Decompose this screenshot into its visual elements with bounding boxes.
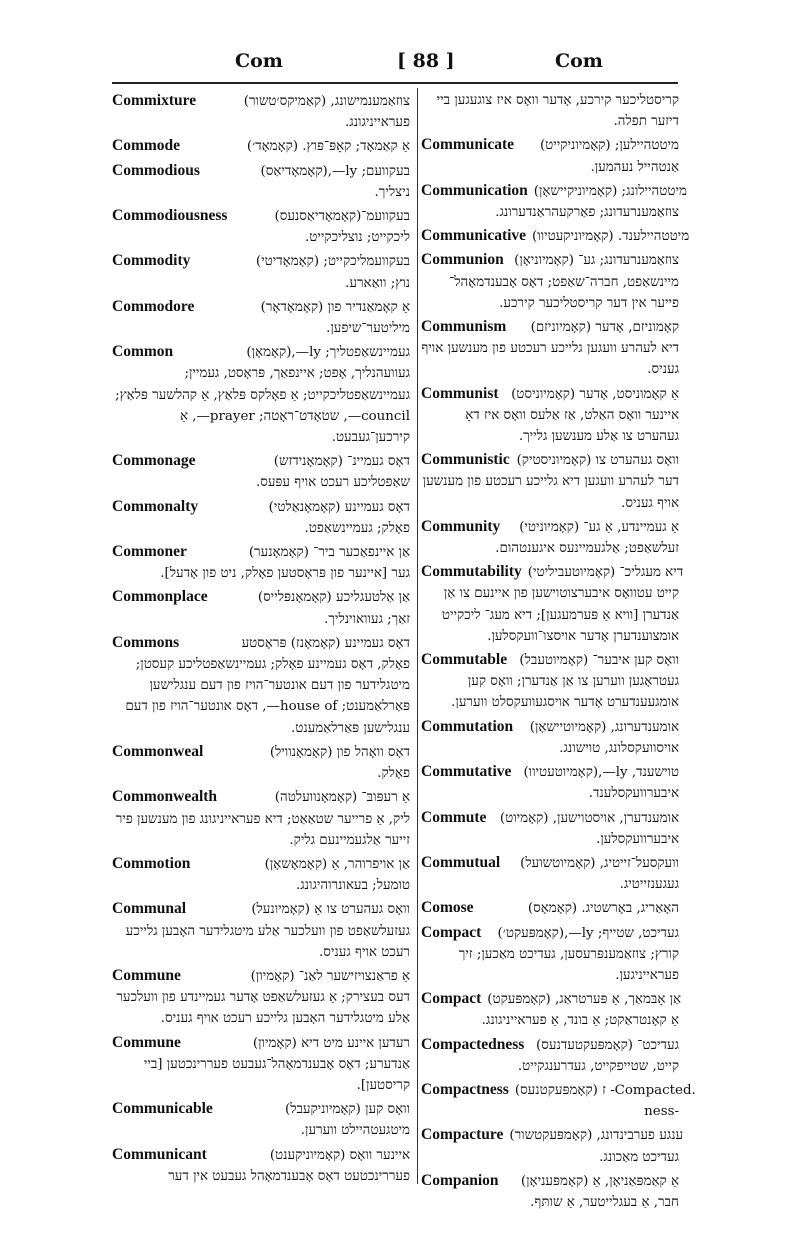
entry-definition: נוץ; וואַארע. — [345, 275, 410, 291]
entry-definition: פעררינכטעט דאָס אָבענדמאָהל געבעט אין דער — [168, 1168, 410, 1184]
entry-headword: Compactedness — [421, 1035, 525, 1053]
dictionary-entry — [421, 449, 679, 514]
dictionary-entry — [421, 807, 679, 850]
entry-headword: Compactness — [421, 1080, 509, 1098]
entry-first-line — [112, 786, 410, 808]
entry-pronunciation-definition: אַן אויפרוהר, אַ (קאָמאָשאָן) — [264, 856, 410, 872]
entry-pronunciation-definition: געדיכט, שטייף; ly—,(קאָמפּעקט׳) — [497, 925, 679, 941]
entry-first-line — [112, 90, 410, 112]
entry-first-line — [421, 897, 679, 919]
entry-first-line — [421, 225, 690, 247]
entry-headword: Compact — [421, 990, 482, 1008]
entry-headword: Communicant — [112, 1145, 207, 1163]
entry-pronunciation-definition: האָאַריג, באָרשטיג. (קאָמאָס) — [527, 901, 679, 917]
entry-headword: Commutual — [421, 853, 501, 871]
page-header — [115, 50, 675, 76]
dictionary-entry — [421, 852, 679, 895]
entry-definition: אַנטהייל נעהמען. — [590, 159, 679, 175]
entry-headword: Commodiousness — [112, 207, 228, 225]
entry-first-line — [421, 988, 682, 1010]
entry-definition: פאָלק, דאָס געמיינע פאָלק; געמיינשאַפטליכע קעסטן; מיטגלידער פון דעם אונטער־הויז פון דעם ענגלישען פּאַרלאַמענט; house of—, דאָס אונטער־הויז פון דעם ענגלישען פּאַרלאַמענט. — [125, 657, 410, 736]
dictionary-entry — [112, 205, 410, 248]
entry-definition: חבר, אַ בעגלייטער, אַ שותּף. — [530, 1194, 679, 1210]
entry-headword: Commutative — [421, 763, 512, 781]
entry-headword: Communion — [421, 251, 504, 269]
dictionary-entry — [421, 897, 679, 919]
entry-definition: ליק, אַ פרייער שטאַאַט; דיא פעראייניגונג פון מענשען פיר זייער אַלגעמיינעם גליק. — [115, 811, 410, 848]
dictionary-entry — [112, 898, 410, 963]
entry-first-line — [421, 134, 679, 156]
entry-definition: אויסוועקסלונג, טוישונג. — [559, 740, 679, 756]
dictionary-entry — [112, 853, 410, 896]
entry-pronunciation-definition: אַן אַלטעגליכע (קאָמאָנפּלייס) — [257, 590, 410, 606]
entry-first-line — [112, 541, 410, 563]
entry-definition: אַ קאָנטראַקט; אַ בונד, אַ פעראייניגונג. — [481, 1013, 679, 1029]
dictionary-entry — [112, 1144, 410, 1187]
entry-headword: Commoner — [112, 543, 187, 561]
entry-definition: מיליטער־שיפען. — [326, 321, 410, 337]
entry-definition: שאַפטליכע רעכט אויף עפּעס. — [255, 475, 410, 491]
dictionary-entry — [112, 250, 410, 293]
entry-headword: Commonweal — [112, 742, 204, 760]
entry-definition: קייט עטוואָס איבערצוטוישען פון איינעם צו אַן אַנדערן [וויא אַ פּערמעגען]; דיא מעג־ ליכקייט אומצוענדערן אָדער אויסצו־וועקסלען. — [441, 586, 679, 644]
entry-definition: קייט, שטייפקייט, געדרענגקייט. — [517, 1058, 679, 1074]
entry-pronunciation-definition: אַ געמיינדע, אַ גע־ (קאָמיוניטי) — [519, 519, 679, 535]
entry-definition: צוזאַמענרעדונג; פאַרקעהראַנדערונג. — [495, 205, 679, 221]
entry-definition: איבערוועקסלען. — [596, 831, 679, 847]
entry-pronunciation-definition: געמיינשאַפטליך; ly—,(קאָמאָן) — [246, 345, 410, 361]
entry-headword: Commonplace — [112, 588, 208, 606]
entry-first-line — [421, 180, 687, 202]
entry-headword: Commonage — [112, 452, 196, 470]
entry-first-line — [421, 922, 679, 944]
entry-definition: ניצליך. — [374, 184, 410, 200]
entry-headword: Commonalty — [112, 497, 199, 515]
entry-headword: Communicate — [421, 136, 514, 154]
dictionary-entry — [421, 225, 690, 247]
column-divider — [417, 88, 418, 1184]
entry-headword: Commixture — [112, 92, 197, 109]
entry-first-line — [112, 741, 410, 763]
entry-first-line — [112, 1144, 410, 1166]
entry-first-line — [421, 807, 679, 829]
entry-headword: Communicable — [112, 1100, 213, 1118]
entry-pronunciation-definition: אַ קאַמאָד; קאָפּ־פּוץ. (קאָמאָד׳) — [246, 139, 410, 155]
entry-pronunciation-definition: בעקוועמליכקייט; (קאָמאָדיטי) — [255, 254, 410, 270]
entry-first-line — [112, 496, 410, 518]
entry-first-line — [112, 450, 410, 472]
entry-headword: Commodity — [112, 252, 191, 270]
entry-pronunciation-definition: דאָס געמיינע (קאָמאָנאַלטי) — [268, 499, 410, 515]
dictionary-entry — [112, 632, 410, 739]
entry-first-line — [421, 852, 679, 874]
entry-headword: Commutation — [421, 717, 514, 735]
dictionary-entry — [112, 1098, 410, 1141]
entry-pronunciation-definition: מיטטהיילען; (קאָמיוניקייט) — [539, 138, 679, 154]
entry-pronunciation-definition: טוישענד, ly—,(קאָמיוטעטיוו) — [523, 765, 679, 781]
entry-definition: פעראייניגונג. — [345, 115, 410, 131]
entry-pronunciation-definition: וואָס קען (קאָמיוניקעבל) — [284, 1102, 410, 1118]
entry-definition: גער [איינער פון פּראָסטען פאָלק, ניט פון אָדעל]. — [160, 566, 410, 582]
dictionary-entry — [112, 135, 410, 157]
dictionary-entry — [421, 1034, 679, 1077]
entry-pronunciation-definition: וואָס געהערט צו אַ (קאָמיונעל) — [251, 902, 410, 918]
entry-pronunciation-definition: דאָס געמיינע (קאָמאָנז) פּראָסטע — [241, 635, 410, 651]
entry-pronunciation-definition: .Compacted- ז (קאָמפּעקטנעס) — [514, 1082, 696, 1098]
entry-definition: געדיכט מאַכונג. — [599, 1149, 679, 1165]
entry-first-line — [421, 1079, 696, 1101]
entry-pronunciation-definition: דאָס געמיינ־ (קאָמאָנידזש) — [273, 454, 410, 470]
dictionary-entry — [421, 988, 682, 1031]
entry-headword: Commodious — [112, 161, 200, 179]
entry-definition: טומעל; בעאונרוהיגונג. — [295, 878, 410, 894]
entry-first-line — [112, 898, 410, 920]
entry-definition: דער לעהרע וועגען דיא גלייכע רעכטע פון מענשען אויף געניס. — [422, 474, 679, 511]
entry-definition: מיינשאַפט, חברה־שאַפט; דאָס אָבענדמאָהל־ פייער אין דער קריסטליכער קירכע. — [449, 274, 679, 311]
entry-pronunciation-definition: אומענדערונג, (קאָמיוטיישאָן) — [529, 719, 679, 735]
dictionary-entry — [421, 1079, 696, 1122]
entry-first-line — [112, 205, 410, 227]
dictionary-entry — [112, 160, 410, 203]
entry-first-line — [112, 135, 410, 157]
entry-first-line — [421, 761, 679, 783]
entry-pronunciation-definition: מיטטהיילענד. (קאָמיוניקעטיוו) — [532, 229, 690, 245]
entry-definition: זאַך; געוואוינליך. — [324, 611, 410, 627]
entry-first-line — [421, 561, 684, 583]
entry-first-line — [112, 1098, 410, 1120]
entry-first-line — [421, 516, 679, 538]
right-column — [421, 90, 696, 1215]
entry-headword: Comose — [421, 899, 474, 917]
entry-headword: Commonwealth — [112, 788, 218, 806]
entry-first-line — [421, 383, 679, 405]
page-number: [ 88 ] — [397, 50, 455, 72]
dictionary-entry — [112, 296, 410, 339]
entry-definition: געזעלשאַפט פון וועלכער אַלע מיטגלידער האָבען גלייכע רעכט אויף געניס. — [125, 923, 410, 960]
entry-definition: געוועהנליך, אָפט; איינפאַך, פּראָסט, געמיין; געמיינשאַפטליכקייט; אַ פאָלקס פּלאַץ, אַ קהלשער פּלאַץ; council—, שטאָדט־ראָטה; prayer—, אַ קירכען־געבעט. — [115, 366, 410, 446]
entry-headword: Common — [112, 343, 174, 361]
dictionary-entry — [112, 965, 410, 1030]
entry-first-line — [421, 716, 679, 738]
dictionary-entry — [421, 1124, 684, 1167]
entry-headword: Commotion — [112, 854, 191, 872]
left-column — [112, 90, 410, 1189]
dictionary-entry — [112, 741, 410, 784]
entry-definition: דיא לעהרע וועגען גלייכע רעכטע פון מענשען אויף געניס. — [421, 341, 679, 378]
dictionary-entry — [421, 134, 679, 177]
dictionary-entry — [112, 341, 410, 448]
entry-pronunciation-definition: וואָס געהערט צו (קאָמיוניסטיק) — [516, 453, 679, 469]
entry-definition: זעלשאַפט; אַלגעמיינעס איגענטהום. — [495, 541, 679, 557]
entry-definition: מיטגעטהיילט ווערען. — [300, 1123, 410, 1139]
entry-pronunciation-definition: געדיכט־ (קאָמפּעקטעדנעס) — [536, 1037, 679, 1053]
entry-pronunciation-definition: אַן איינפאַכער ביר־ (קאָמאָנער) — [248, 545, 410, 561]
dictionary-entry — [112, 1032, 410, 1097]
entry-headword: Commutable — [421, 651, 508, 669]
entry-definition: אַנדערע; דאָס אָבענדמאָהל־געבעט פעררינכטען [ביי קריסטען]. — [143, 1056, 410, 1093]
entry-pronunciation-definition: בעקוועמ־(קאָמאָדיאַסנעס) — [274, 209, 410, 225]
entry-pronunciation-definition: אַ רעפּובּ־ (קאָמאָנוועלטה) — [274, 790, 410, 806]
entry-first-line — [421, 249, 679, 271]
dictionary-entry — [112, 541, 410, 584]
entry-definition: ליכקייט; נוצליכקייט. — [304, 230, 410, 246]
entry-pronunciation-definition: קאָמוניזם, אָדער (קאָמיוניזם) — [530, 320, 679, 336]
entry-pronunciation-definition: דיא מעגליכ־ (קאָמיוטעביליטי) — [527, 565, 684, 581]
entry-pronunciation-definition: אַ פראַנצויזישער לאַנ־ (קאָמיון) — [250, 968, 410, 984]
entry-definition: דעס בעצירק; אַ געזעלשאַפט אָדער געמיינדע פון וועלכער אַלע מיטגלידער האָבען גלייכע רעכט אויף געניס. — [116, 990, 410, 1027]
entry-headword: Commune — [112, 1033, 181, 1051]
entry-pronunciation-definition: וועקסעל־זייטיג, (קאָמיוטשועל) — [520, 855, 679, 871]
entry-first-line — [112, 250, 410, 272]
entry-pronunciation-definition: איינער וואָס (קאָמיוניקענט) — [269, 1147, 410, 1163]
entry-definition: איבערוועקסלענד. — [588, 786, 679, 802]
dictionary-entry — [421, 316, 679, 381]
entry-first-line — [112, 1032, 410, 1054]
entry-headword: Commutability — [421, 563, 522, 581]
entry-headword: Community — [421, 517, 501, 535]
entry-headword: Commode — [112, 137, 181, 155]
entry-pronunciation-definition: וואָס קען איבער־ (קאָמיוטעבל) — [519, 653, 679, 669]
entry-headword: Companion — [421, 1171, 499, 1189]
dictionary-entry — [421, 249, 679, 314]
entry-headword: Commons — [112, 633, 180, 651]
entry-first-line — [421, 1170, 679, 1192]
dictionary-entry — [112, 496, 410, 539]
dictionary-entry — [421, 1170, 679, 1213]
entry-pronunciation-definition: רעדען איינע מיט דיא (קאָמיון) — [252, 1035, 410, 1051]
entry-headword: Commute — [421, 808, 487, 826]
dictionary-entry — [421, 90, 679, 132]
entry-first-line — [421, 1124, 684, 1146]
entry-first-line — [112, 586, 410, 608]
entry-pronunciation-definition: אַ קאָמוניסט, אָדער (קאָמיוניסט) — [511, 386, 679, 402]
entry-first-line — [112, 341, 410, 363]
entry-first-line — [112, 965, 410, 987]
entry-first-line — [112, 632, 410, 654]
dictionary-entry — [421, 716, 679, 759]
entry-headword: Commodore — [112, 297, 195, 315]
entry-headword: Compacture — [421, 1126, 504, 1144]
entry-pronunciation-definition: אַ קאָמאַנדיר פון (קאָמאָדאָר) — [260, 299, 410, 315]
entry-first-line — [112, 296, 410, 318]
entry-first-line — [112, 160, 410, 182]
entry-headword: Communistic — [421, 451, 510, 469]
entry-pronunciation-definition: מיטטהיילונג; (קאָמיוניקיישאָן) — [533, 183, 687, 199]
entry-first-line — [421, 449, 679, 471]
entry-definition: געגענזייטיג. — [619, 877, 679, 893]
dictionary-entry — [421, 383, 679, 448]
dictionary-entry — [421, 761, 679, 804]
entry-definition: -ness — [644, 1104, 679, 1120]
entry-pronunciation-definition: ענגע פערבינדונג, (קאָמפּעקטשור) — [509, 1128, 684, 1144]
entry-definition: פאָלק; געמיינשאַפט. — [304, 520, 410, 536]
dictionary-entry — [421, 516, 679, 559]
entry-headword: Communication — [421, 181, 528, 199]
entry-definition: קריסטליכער קירכע, אָדער וואָס איז צוגעגען ביי דיזער תפלה. — [436, 93, 679, 130]
left-guide-word: Com — [235, 50, 283, 72]
entry-first-line — [112, 853, 410, 875]
dictionary-entry — [112, 450, 410, 493]
dictionary-entry — [112, 786, 410, 851]
entry-pronunciation-definition: בעקוועם; ly—,(קאָמאָדיאַס) — [260, 163, 410, 179]
entry-pronunciation-definition: אַ קאַמפּאַניאָן, אַ (קאָמפּעניאָן) — [520, 1173, 679, 1189]
entry-headword: Compact — [421, 923, 482, 941]
dictionary-entry — [112, 586, 410, 629]
entry-first-line — [421, 649, 679, 671]
entry-first-line — [421, 1034, 679, 1056]
entry-first-line — [421, 316, 679, 338]
dictionary-entry — [112, 90, 410, 133]
entry-definition: געטראָגען ווערען צו אַן אַנדערן; וואָס קען אומגעענדערט אָדער אויסגעוועקסלט ווערען. — [451, 674, 679, 711]
right-guide-word: Com — [555, 50, 603, 72]
entry-pronunciation-definition: צוזאַמענרעדונג; גע־ (קאָמיוניאָן) — [514, 253, 679, 269]
entry-headword: Communist — [421, 384, 499, 402]
entry-pronunciation-definition: צוזאַמענמישונג, (קאַמיקס׳טשור) — [243, 94, 410, 109]
entry-definition: פאָלק. — [377, 766, 410, 782]
entry-pronunciation-definition: אַן אָבּמאַך, אַ פּערטראַג, (קאָמפּעקט) — [487, 992, 682, 1008]
entry-headword: Commune — [112, 966, 181, 984]
entry-headword: Communism — [421, 318, 507, 336]
dictionary-entry — [421, 561, 684, 647]
dictionary-entry — [421, 180, 687, 223]
header-rule — [112, 82, 678, 84]
dictionary-entry — [421, 922, 679, 987]
entry-definition: קורץ; צוזאַמענפּרעסען, געדיכט מאַכען; זיך פעראייניגען. — [458, 946, 679, 983]
entry-pronunciation-definition: אומענדערן, אויסטוישען, (קאָמיוט) — [499, 810, 679, 826]
dictionary-entry — [421, 649, 679, 714]
entry-headword: Communicative — [421, 227, 527, 245]
entry-definition: איינער וואָס האַלט, אַז אַלעס וואָס איז דאָ געהערט צו אַלע מענשען גלייך. — [465, 407, 679, 445]
entry-pronunciation-definition: דאָס וואָהל פון (קאָמאָנוויל) — [269, 744, 410, 760]
entry-headword: Communal — [112, 900, 187, 918]
